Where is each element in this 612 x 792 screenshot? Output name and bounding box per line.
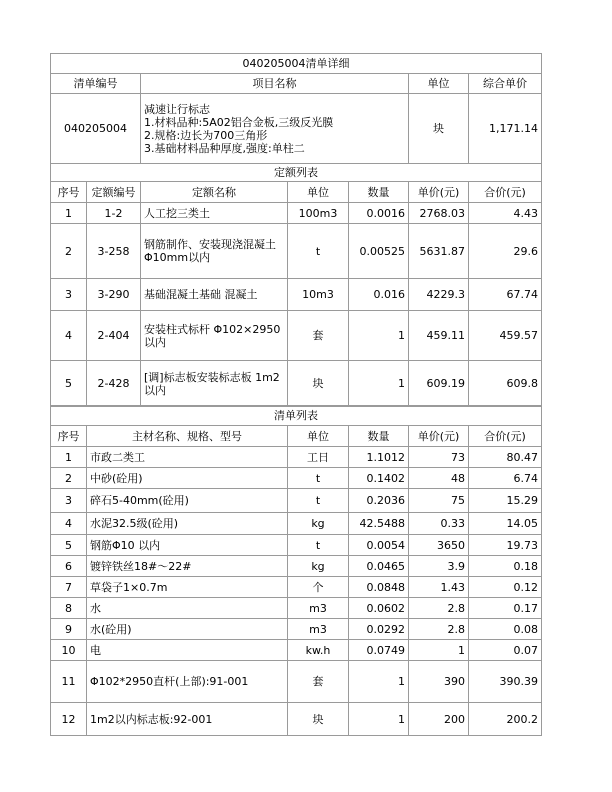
quota-code: 2-428 [87,361,141,407]
page-title: 040205004清单详细 [51,54,542,74]
material-price: 1.43 [409,577,469,598]
item-desc-line: 3.基础材料品种厚度,强度:单柱二 [144,141,305,155]
quota-total: 29.6 [469,224,542,279]
material-unit: kg [288,513,349,535]
quota-name: 人工挖三类土 [141,203,288,224]
material-no: 3 [51,489,87,513]
material-name: 草袋子1×0.7m [87,577,288,598]
material-qty: 0.0054 [349,535,409,556]
material-unit: t [288,535,349,556]
material-unit: kw.h [288,640,349,661]
materials-table [50,405,542,736]
quota-qty: 1 [349,361,409,407]
materials-col-header: 数量 [349,426,409,447]
material-no: 7 [51,577,87,598]
material-name: 水(砼用) [87,619,288,640]
material-qty: 42.5488 [349,513,409,535]
quota-col-header: 数量 [349,182,409,203]
quota-no: 4 [51,311,87,361]
material-row [51,556,542,577]
material-name: 水泥32.5级(砼用) [87,513,288,535]
material-no: 5 [51,535,87,556]
quota-qty: 0.00525 [349,224,409,279]
material-row [51,513,542,535]
material-row [51,640,542,661]
material-name: 碎石5-40mm(砼用) [87,489,288,513]
item-description [141,94,409,164]
quota-qty: 0.016 [349,279,409,311]
material-unit: t [288,489,349,513]
material-name: 市政二类工 [87,447,288,468]
quota-price: 459.11 [409,311,469,361]
material-total: 200.2 [469,703,542,736]
material-row [51,447,542,468]
quota-col-header: 序号 [51,182,87,203]
quota-no: 2 [51,224,87,279]
material-qty: 0.1402 [349,468,409,489]
material-row [51,535,542,556]
quota-row [51,224,542,279]
item-code: 040205004 [51,94,141,164]
material-no: 11 [51,661,87,703]
material-name: 镀锌铁丝18#～22# [87,556,288,577]
material-no: 9 [51,619,87,640]
material-unit: 块 [288,703,349,736]
material-total: 19.73 [469,535,542,556]
header-code-label: 清单编号 [51,74,141,94]
header-price-label: 综合单价 [469,74,542,94]
quota-col-header: 定额编号 [87,182,141,203]
material-no: 6 [51,556,87,577]
quota-price: 5631.87 [409,224,469,279]
material-no: 2 [51,468,87,489]
material-price: 2.8 [409,619,469,640]
material-name: 水 [87,598,288,619]
material-name: 1m2以内标志板:92-001 [87,703,288,736]
material-price: 73 [409,447,469,468]
material-no: 4 [51,513,87,535]
material-total: 0.08 [469,619,542,640]
item-price: 1,171.14 [469,94,542,164]
materials-col-header: 单价(元) [409,426,469,447]
material-no: 1 [51,447,87,468]
quota-code: 1-2 [87,203,141,224]
quota-total: 4.43 [469,203,542,224]
material-total: 0.07 [469,640,542,661]
quota-unit: 10m3 [288,279,349,311]
material-unit: t [288,468,349,489]
material-total: 6.74 [469,468,542,489]
material-qty: 0.0292 [349,619,409,640]
quota-total: 67.74 [469,279,542,311]
quota-name: 安装柱式标杆 Φ102×2950以内 [141,311,288,361]
material-unit: m3 [288,619,349,640]
material-no: 12 [51,703,87,736]
material-name: 钢筋Φ10 以内 [87,535,288,556]
quota-col-header: 定额名称 [141,182,288,203]
quota-code: 2-404 [87,311,141,361]
material-row [51,703,542,736]
quota-no: 1 [51,203,87,224]
material-qty: 0.2036 [349,489,409,513]
material-name: 中砂(砼用) [87,468,288,489]
material-unit: 工日 [288,447,349,468]
material-row [51,468,542,489]
quota-code: 3-258 [87,224,141,279]
material-total: 0.12 [469,577,542,598]
material-row [51,577,542,598]
quota-name: 钢筋制作、安装现浇混凝土Φ10mm以内 [141,224,288,279]
materials-col-header: 序号 [51,426,87,447]
material-price: 0.33 [409,513,469,535]
item-desc-line: 2.规格:边长为700三角形 [144,128,268,142]
material-price: 200 [409,703,469,736]
quota-unit: t [288,224,349,279]
bill-item-table [50,53,542,164]
materials-col-header: 主材名称、规格、型号 [87,426,288,447]
item-unit: 块 [409,94,469,164]
quota-row [51,361,542,407]
material-row [51,598,542,619]
material-unit: 个 [288,577,349,598]
quota-unit: 套 [288,311,349,361]
material-qty: 0.0848 [349,577,409,598]
materials-col-header: 合价(元) [469,426,542,447]
material-total: 14.05 [469,513,542,535]
quota-row [51,203,542,224]
material-unit: 套 [288,661,349,703]
quota-row [51,279,542,311]
material-qty: 1 [349,703,409,736]
quota-unit: 块 [288,361,349,407]
quota-section-title: 定额列表 [51,164,542,182]
quota-qty: 0.0016 [349,203,409,224]
material-total: 80.47 [469,447,542,468]
material-qty: 0.0602 [349,598,409,619]
material-price: 2.8 [409,598,469,619]
item-desc-line: 1.材料品种:5A02铝合金板,三级反光膜 [144,115,334,129]
material-qty: 0.0749 [349,640,409,661]
header-unit-label: 单位 [409,74,469,94]
material-row [51,619,542,640]
material-price: 1 [409,640,469,661]
material-total: 0.18 [469,556,542,577]
quota-table [50,163,542,407]
material-price: 390 [409,661,469,703]
materials-col-header: 单位 [288,426,349,447]
materials-section-title: 清单列表 [51,406,542,426]
material-total: 390.39 [469,661,542,703]
quota-col-header: 单位 [288,182,349,203]
quota-unit: 100m3 [288,203,349,224]
material-no: 10 [51,640,87,661]
material-row [51,489,542,513]
quota-name: [调]标志板安装标志板 1m2以内 [141,361,288,407]
material-no: 8 [51,598,87,619]
quota-price: 2768.03 [409,203,469,224]
quota-price: 609.19 [409,361,469,407]
quota-no: 5 [51,361,87,407]
material-unit: kg [288,556,349,577]
material-total: 0.17 [469,598,542,619]
material-row [51,661,542,703]
quota-total: 459.57 [469,311,542,361]
quota-code: 3-290 [87,279,141,311]
quota-qty: 1 [349,311,409,361]
material-name: Φ102*2950直杆(上部):91-001 [87,661,288,703]
material-price: 48 [409,468,469,489]
material-qty: 0.0465 [349,556,409,577]
quota-col-header: 合价(元) [469,182,542,203]
header-name-label: 项目名称 [141,74,409,94]
quota-total: 609.8 [469,361,542,407]
quota-col-header: 单价(元) [409,182,469,203]
material-qty: 1 [349,661,409,703]
material-price: 3.9 [409,556,469,577]
material-qty: 1.1012 [349,447,409,468]
quota-row [51,311,542,361]
quota-price: 4229.3 [409,279,469,311]
material-price: 3650 [409,535,469,556]
quota-no: 3 [51,279,87,311]
material-total: 15.29 [469,489,542,513]
material-name: 电 [87,640,288,661]
material-price: 75 [409,489,469,513]
material-unit: m3 [288,598,349,619]
quota-name: 基础混凝土基础 混凝土 [141,279,288,311]
item-desc-line: 减速让行标志 [144,102,210,116]
